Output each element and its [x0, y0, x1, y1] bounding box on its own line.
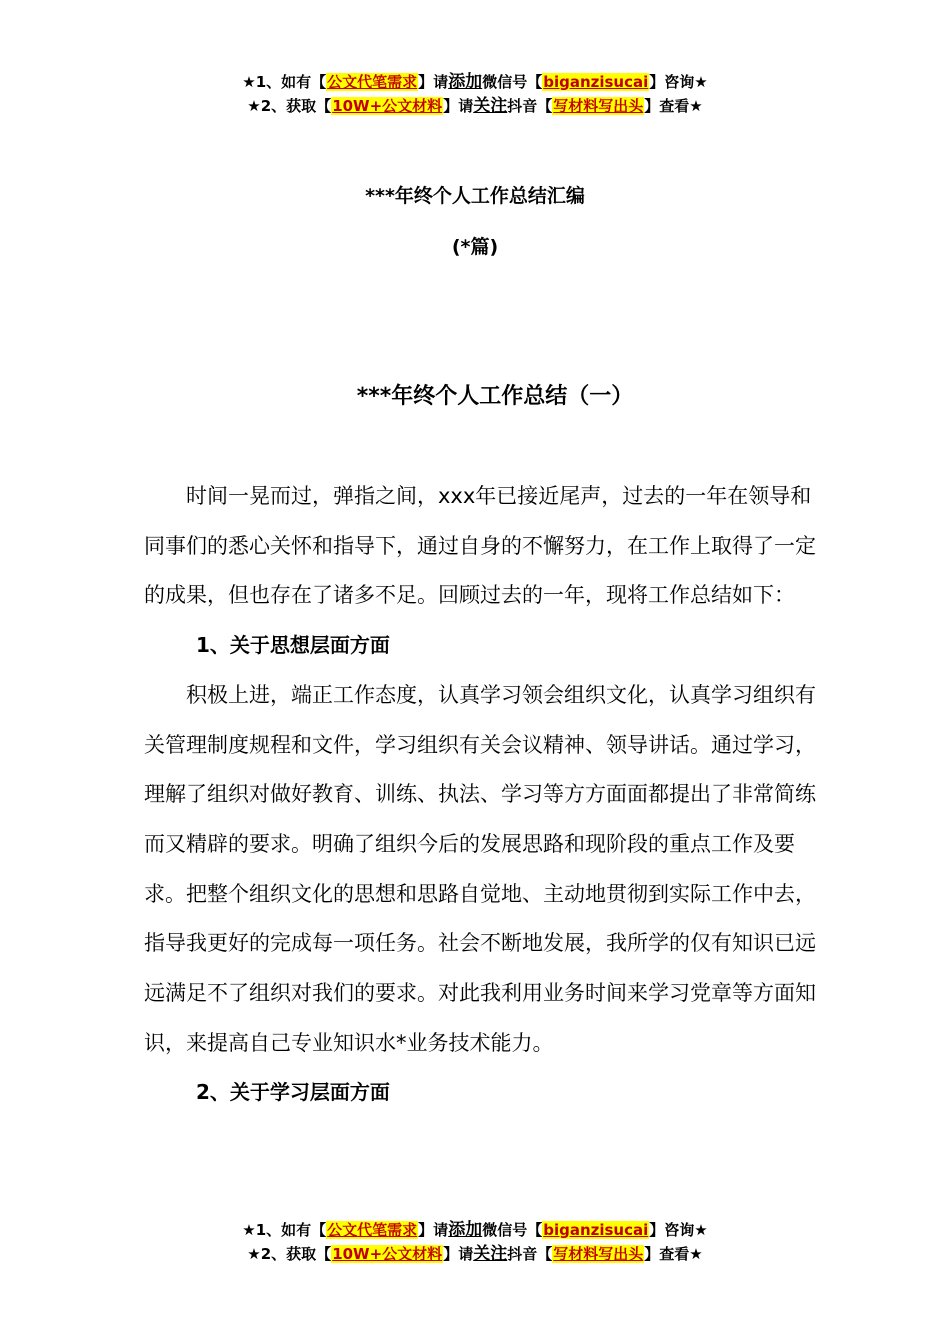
- banner-text: 抖音【: [507, 97, 553, 115]
- banner-highlight-materials: 10W+公文材料: [332, 1245, 443, 1263]
- banner-text: ★1、如有【: [242, 1221, 327, 1239]
- banner-text: 】咨询★: [649, 1221, 708, 1239]
- section-title: ***年终个人工作总结（一）: [356, 384, 634, 409]
- banner-highlight-wechat: biganzisucai: [543, 73, 649, 91]
- banner-emphasis: 关注: [473, 1244, 508, 1264]
- section-heading-2: 2、关于学习层面方面: [196, 1080, 390, 1105]
- document-body: [144, 472, 824, 1118]
- banner-text: 】请: [418, 1221, 449, 1239]
- document-subtitle: (*篇): [451, 236, 499, 258]
- banner-line-1: [0, 70, 950, 94]
- banner-highlight-materials: 10W+公文材料: [332, 97, 443, 115]
- banner-highlight-service: 公文代笔需求: [327, 1221, 418, 1239]
- banner-text: ★2、获取【: [247, 97, 332, 115]
- banner-emphasis: 添加: [448, 72, 483, 92]
- banner-text: 】请: [443, 97, 474, 115]
- banner-text: 】请: [418, 73, 449, 91]
- banner-line-1: [0, 1218, 950, 1242]
- banner-text: 抖音【: [507, 1245, 553, 1263]
- banner-emphasis: 添加: [448, 1220, 483, 1240]
- banner-line-2: [0, 94, 950, 118]
- banner-highlight-service: 公文代笔需求: [327, 73, 418, 91]
- banner-text: ★2、获取【: [247, 1245, 332, 1263]
- bottom-banner: [0, 1218, 950, 1266]
- banner-text: 】请: [443, 1245, 474, 1263]
- top-banner: [0, 70, 950, 118]
- banner-highlight-douyin: 写材料写出头: [553, 1245, 644, 1263]
- banner-text: 】查看★: [644, 97, 703, 115]
- banner-text: 微信号【: [482, 73, 543, 91]
- body-paragraph-1: 积极上进，端正工作态度，认真学习领会组织文化，认真学习组织有关管理制度规程和文件，学习组织有关会议精神、领导讲话。通过学习，理解了组织对做好教育、训练、执法、学习等方方面面都提出了非常简练而又精辟的要求。明确了组织今后的发展思路和现阶段的重点工作及要求。把整个组织文化的思想和思路自觉地、主动地贯彻到实际工作中去，指导我更好的完成每一项任务。社会不断地发展，我所学的仅有知识已远远满足不了组织对我们的要求。对此我利用业务时间来学习党章等方面知识，来提高自己专业知识水*业务技术能力。: [144, 682, 816, 1055]
- banner-text: ★1、如有【: [242, 73, 327, 91]
- banner-emphasis: 关注: [473, 96, 508, 116]
- banner-highlight-wechat: biganzisucai: [543, 1221, 649, 1239]
- banner-text: 】查看★: [644, 1245, 703, 1263]
- document-title: ***年终个人工作总结汇编: [365, 185, 585, 207]
- section-heading-1: 1、关于思想层面方面: [196, 633, 390, 658]
- banner-text: 】咨询★: [649, 73, 708, 91]
- banner-text: 微信号【: [482, 1221, 543, 1239]
- intro-paragraph: 时间一晃而过，弹指之间，xxx年已接近尾声，过去的一年在领导和同事们的悉心关怀和指导下，通过自身的不懈努力，在工作上取得了一定的成果，但也存在了诸多不足。回顾过去的一年，现将工作总结如下：: [144, 484, 816, 608]
- banner-highlight-douyin: 写材料写出头: [553, 97, 644, 115]
- banner-line-2: [0, 1242, 950, 1266]
